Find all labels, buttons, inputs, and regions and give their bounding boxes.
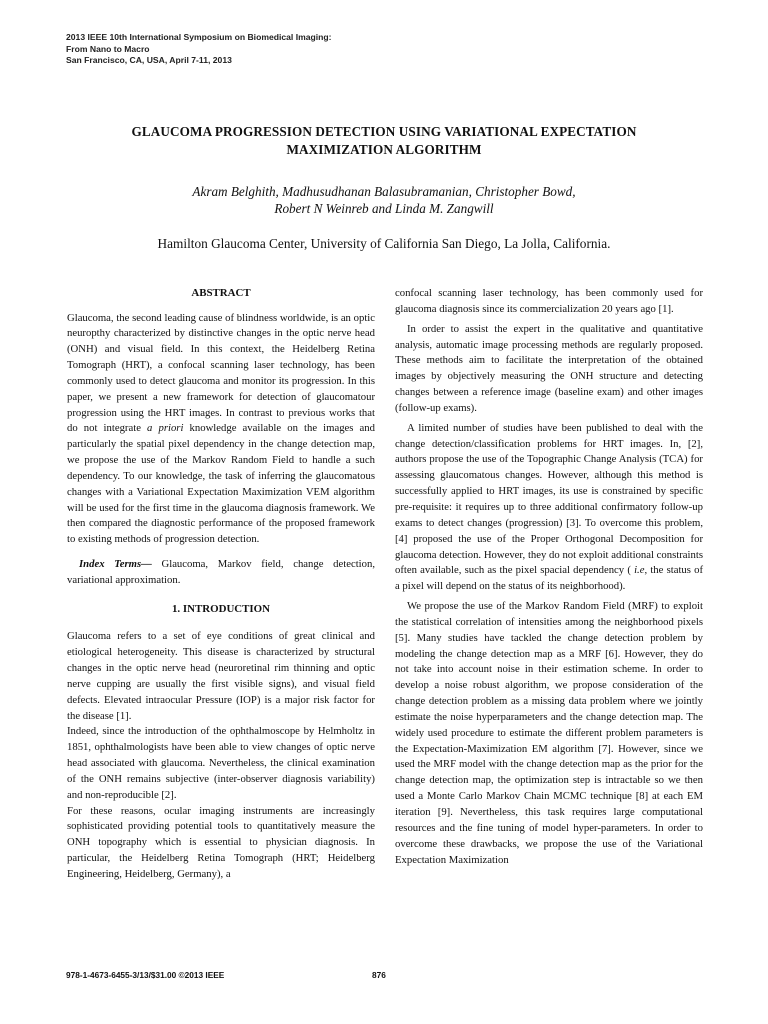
- title-line-2: MAXIMIZATION ALGORITHM: [286, 142, 482, 157]
- conference-line-1: 2013 IEEE 10th International Symposium on Biomedical Imaging:: [66, 32, 332, 42]
- right-paragraph-3-text-1: A limited number of studies have been published to deal with the change detection/classification problems for HRT images. In, [2], authors propose the use of the Topographic Change Analysis (TCA) for assessing glaucomatous changes. However, although this method is successfully applied to HRT images, its use is constrained by specific pre-requisite: it requires up to three additional confirmatory follow-up exams to detect changes (progression) [3]. To overcome this problem, [4] proposed the use of the Proper Orthogonal Decomposition for glaucoma detection. However, they do not exploit additional constraints often available, such as the pixel spacial dependency (: [395, 421, 703, 577]
- intro-paragraph-3: For these reasons, ocular imaging instruments are increasingly sophisticated providing potential tools to quantitatively measure the ONH topography which is essential to physician diagnosis. In particular, the Heidelberg Retina Tomograph (HRT; Heidelberg Engineering, Heidelberg, Germany), a: [67, 804, 375, 880]
- index-terms: [67, 557, 375, 589]
- authors-line-2: Robert N Weinreb and Linda M. Zangwill: [274, 201, 494, 216]
- introduction-heading: 1. INTRODUCTION: [171, 602, 271, 615]
- abstract-heading: ABSTRACT: [191, 287, 251, 299]
- conference-line-2: From Nano to Macro: [66, 43, 150, 54]
- paper-title: [60, 123, 708, 159]
- right-paragraph-3-text-2: , the status of a pixel will depend on the status of its neighborhood).: [395, 564, 704, 593]
- left-column: [67, 286, 375, 883]
- right-paragraph-2: In order to assist the expert in the qualitative and quantitative analysis, automatic image processing methods are regularly proposed. These methods aim to facilitate the interpretation of the obtained images by objectively measuring the ONH structure and detecting changes between a reference image (baseline exam) and other images (follow-up exams).: [395, 322, 703, 414]
- ie-term: i.e: [634, 564, 645, 577]
- right-paragraph-4: We propose the use of the Markov Random Field (MRF) to exploit the statistical correlation of intensities among the neighborhood pixels [5]. Many studies have tackled the change detection problem by modeling the change detection map as a MRF [6]. However, they do not take into account noise in their estimation scheme. In order to develop a noise robust algorithm, we propose consideration of the change detection problem as a missing data problem where we jointly estimate the noise hyperparameters and the change detection map. The widely used procedure to estimate the different problem parameters is the Expectation-Maximization EM algorithm [7]. However, since we used the MRF model with the change detection map as the prior for the change detection map, the optimization step is intractable so we then used a Monte Carlo Markov Chain MCMC technique [8] at each EM iteration [9]. Nevertheless, this task requires large computational resources and the fine tuning of model hyper-parameters. In order to overcome these drawbacks, we propose the use of the Variational Expectation Maximization: [395, 600, 703, 866]
- right-paragraph-1: confocal scanning laser technology, has been commonly used for glaucoma diagnosis since its commercialization 20 years ago [1].: [395, 287, 703, 315]
- right-paragraph-3: [395, 421, 703, 595]
- intro-paragraph-2: Indeed, since the introduction of the ophthalmoscope by Helmholtz in 1851, ophthalmologists have been able to view changes of optic nerve head associated with glaucoma. Nevertheless, the clinical examination of the ONH remains subjective (inter-observer diagnosis variability) and non-reproducible [2].: [67, 725, 375, 801]
- author-list: [60, 183, 708, 217]
- title-line-1: GLAUCOMA PROGRESSION DETECTION USING VARIATIONAL EXPECTATION: [131, 124, 637, 139]
- a-priori-term: a priori: [147, 422, 184, 435]
- page-number: 876: [372, 970, 386, 980]
- affiliation: Hamilton Glaucoma Center, University of California San Diego, La Jolla, California.: [157, 236, 611, 251]
- conference-header: [66, 32, 486, 67]
- abstract-text-2: knowledge available on the images and particularly the spatial pixel dependency in the change detection map, we propose the use of the Markov Random Field to handle a such dependency. To our knowledge, the task of inferring the glaucomatous changes with a Variational Expectation Maximization VEM algorithm will be used for the first time in the glaucoma diagnosis framework. We then compared the diagnostic performance of the proposed framework to existing methods of progression detection.: [67, 422, 375, 546]
- authors-line-1: Akram Belghith, Madhusudhanan Balasubramanian, Christopher Bowd,: [192, 184, 576, 199]
- intro-paragraph-1: Glaucoma refers to a set of eye conditions of great clinical and etiological heterogeneity. This disease is characterized by structural changes in the optic nerve head (neuroretinal rim thinning and optic nerve cupping are usually the first visible signs), and visual field defects. Elevated intraocular Pressure (IOP) is a major risk factor for the disease [1].: [67, 630, 375, 722]
- index-terms-text: Glaucoma, Markov field, change detection, variational approximation.: [67, 558, 375, 586]
- conference-line-3: San Francisco, CA, USA, April 7-11, 2013: [66, 55, 232, 65]
- abstract-text-1: Glaucoma, the second leading cause of blindness worldwide, is an optic neuropthy characterized by distinctive changes in the optic nerve head (ONH) and visual field. In this context, the Heidelberg Retina Tomograph (HRT), a confocal scanning laser technology, has been commonly used to detect glaucoma and monitor its progression. In this paper, we present a new framework for detection of glaucomatour progression using the HRT images. In contrast to previous works that do not integrate: [67, 311, 375, 435]
- right-column: [395, 286, 703, 868]
- index-terms-label: Index Terms—: [79, 558, 152, 571]
- footer-isbn: 978-1-4673-6455-3/13/$31.00 ©2013 IEEE: [66, 970, 225, 980]
- abstract-paragraph: [67, 311, 375, 549]
